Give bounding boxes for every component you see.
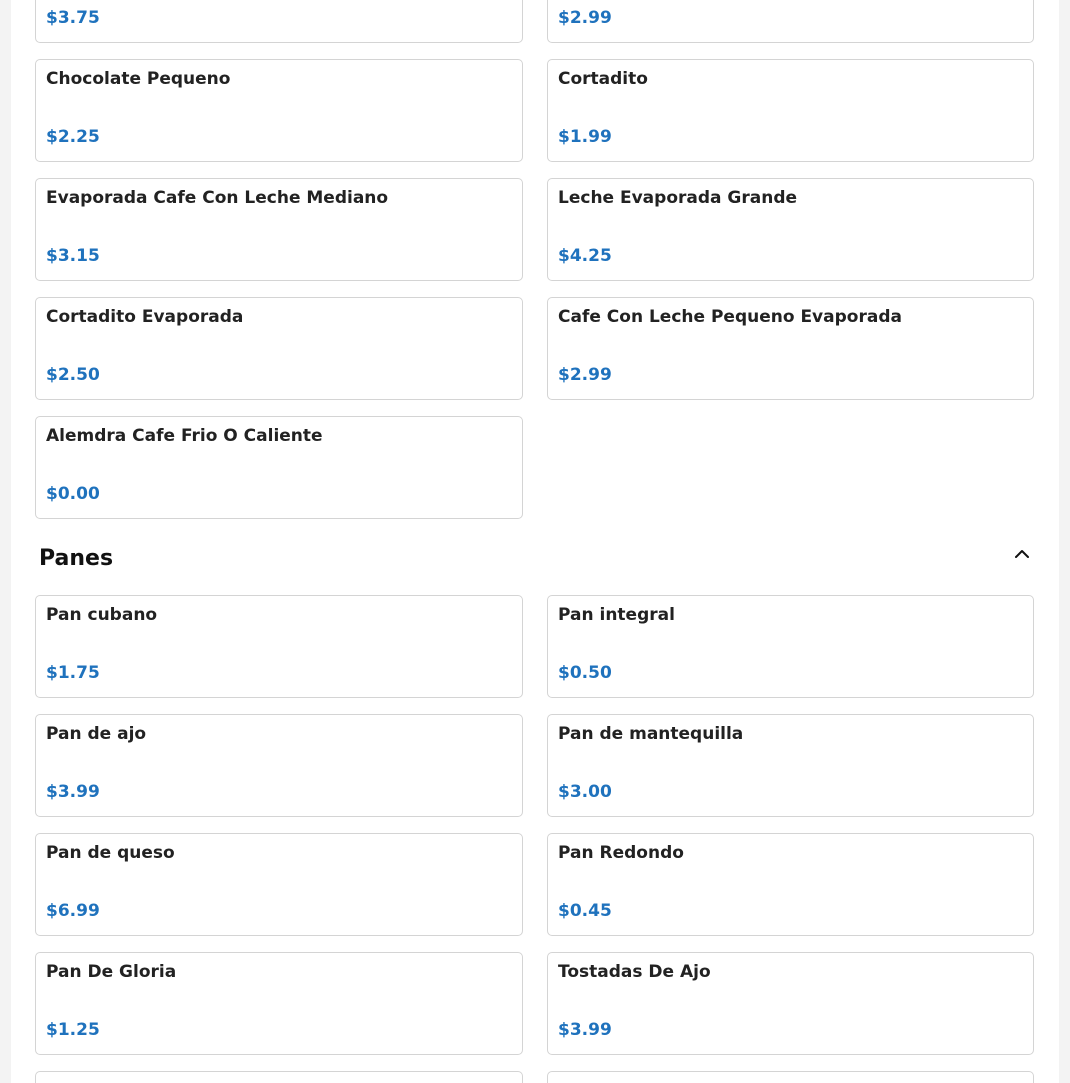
- item-name: Pan de queso: [46, 843, 175, 863]
- item-price: $3.99: [558, 1020, 612, 1040]
- item-price: $1.99: [558, 127, 612, 147]
- chevron-up-icon[interactable]: [1010, 542, 1034, 566]
- item-price: $2.99: [558, 365, 612, 385]
- item-name: Cafe Con Leche Pequeno Evaporada: [558, 307, 902, 327]
- menu-item-card[interactable]: [547, 1071, 1034, 1083]
- item-name: Tostadas De Ajo: [558, 962, 711, 982]
- menu-item-card[interactable]: [35, 416, 523, 519]
- item-price: $3.15: [46, 246, 100, 266]
- item-name: Evaporada Cafe Con Leche Mediano: [46, 188, 389, 208]
- item-price: $0.45: [558, 901, 612, 921]
- item-price: $4.25: [558, 246, 612, 266]
- item-name: Leche Evaporada Grande: [558, 188, 798, 208]
- menu-item-card[interactable]: [547, 595, 1034, 698]
- section-header-panes[interactable]: [39, 540, 1034, 580]
- item-name: Pan Redondo: [558, 843, 684, 863]
- menu-item-card[interactable]: [35, 1071, 523, 1083]
- menu-item-card[interactable]: [35, 952, 523, 1055]
- menu-item-card[interactable]: [35, 297, 523, 400]
- item-name: Cortadito Evaporada: [46, 307, 244, 327]
- item-name: Pan cubano: [46, 605, 158, 625]
- menu-item-card[interactable]: [547, 178, 1034, 281]
- item-name: Chocolate Pequeno: [46, 69, 231, 89]
- item-price: $2.25: [46, 127, 100, 147]
- item-price: $0.00: [46, 484, 100, 504]
- item-price: $2.99: [558, 8, 612, 28]
- menu-item-card[interactable]: [35, 59, 523, 162]
- item-name: Pan de mantequilla: [558, 724, 744, 744]
- panes-grid: [35, 595, 1034, 1083]
- menu-item-card[interactable]: [35, 714, 523, 817]
- item-name: Cortadito: [558, 69, 648, 89]
- item-price: $3.99: [46, 782, 100, 802]
- item-price: $1.75: [46, 663, 100, 683]
- item-price: $3.00: [558, 782, 612, 802]
- item-name: Pan de ajo: [46, 724, 147, 744]
- menu-item-card[interactable]: [547, 833, 1034, 936]
- menu-item-card[interactable]: [547, 952, 1034, 1055]
- section-title: Panes: [39, 546, 114, 571]
- menu-item-card[interactable]: [35, 595, 523, 698]
- menu-item-card[interactable]: [35, 178, 523, 281]
- menu-item-card[interactable]: [35, 833, 523, 936]
- menu-item-card[interactable]: [547, 0, 1034, 43]
- previous-category-grid: [35, 0, 1034, 519]
- menu-page: [11, 0, 1059, 1083]
- item-name: Pan De Gloria: [46, 962, 177, 982]
- item-name: Alemdra Cafe Frio O Caliente: [46, 426, 323, 446]
- item-price: $6.99: [46, 901, 100, 921]
- item-price: $1.25: [46, 1020, 100, 1040]
- menu-item-card[interactable]: [547, 59, 1034, 162]
- item-price: $2.50: [46, 365, 100, 385]
- item-price: $3.75: [46, 8, 100, 28]
- item-price: $0.50: [558, 663, 612, 683]
- menu-item-card[interactable]: [547, 297, 1034, 400]
- menu-item-card[interactable]: [35, 0, 523, 43]
- item-name: Pan integral: [558, 605, 675, 625]
- menu-item-card[interactable]: [547, 714, 1034, 817]
